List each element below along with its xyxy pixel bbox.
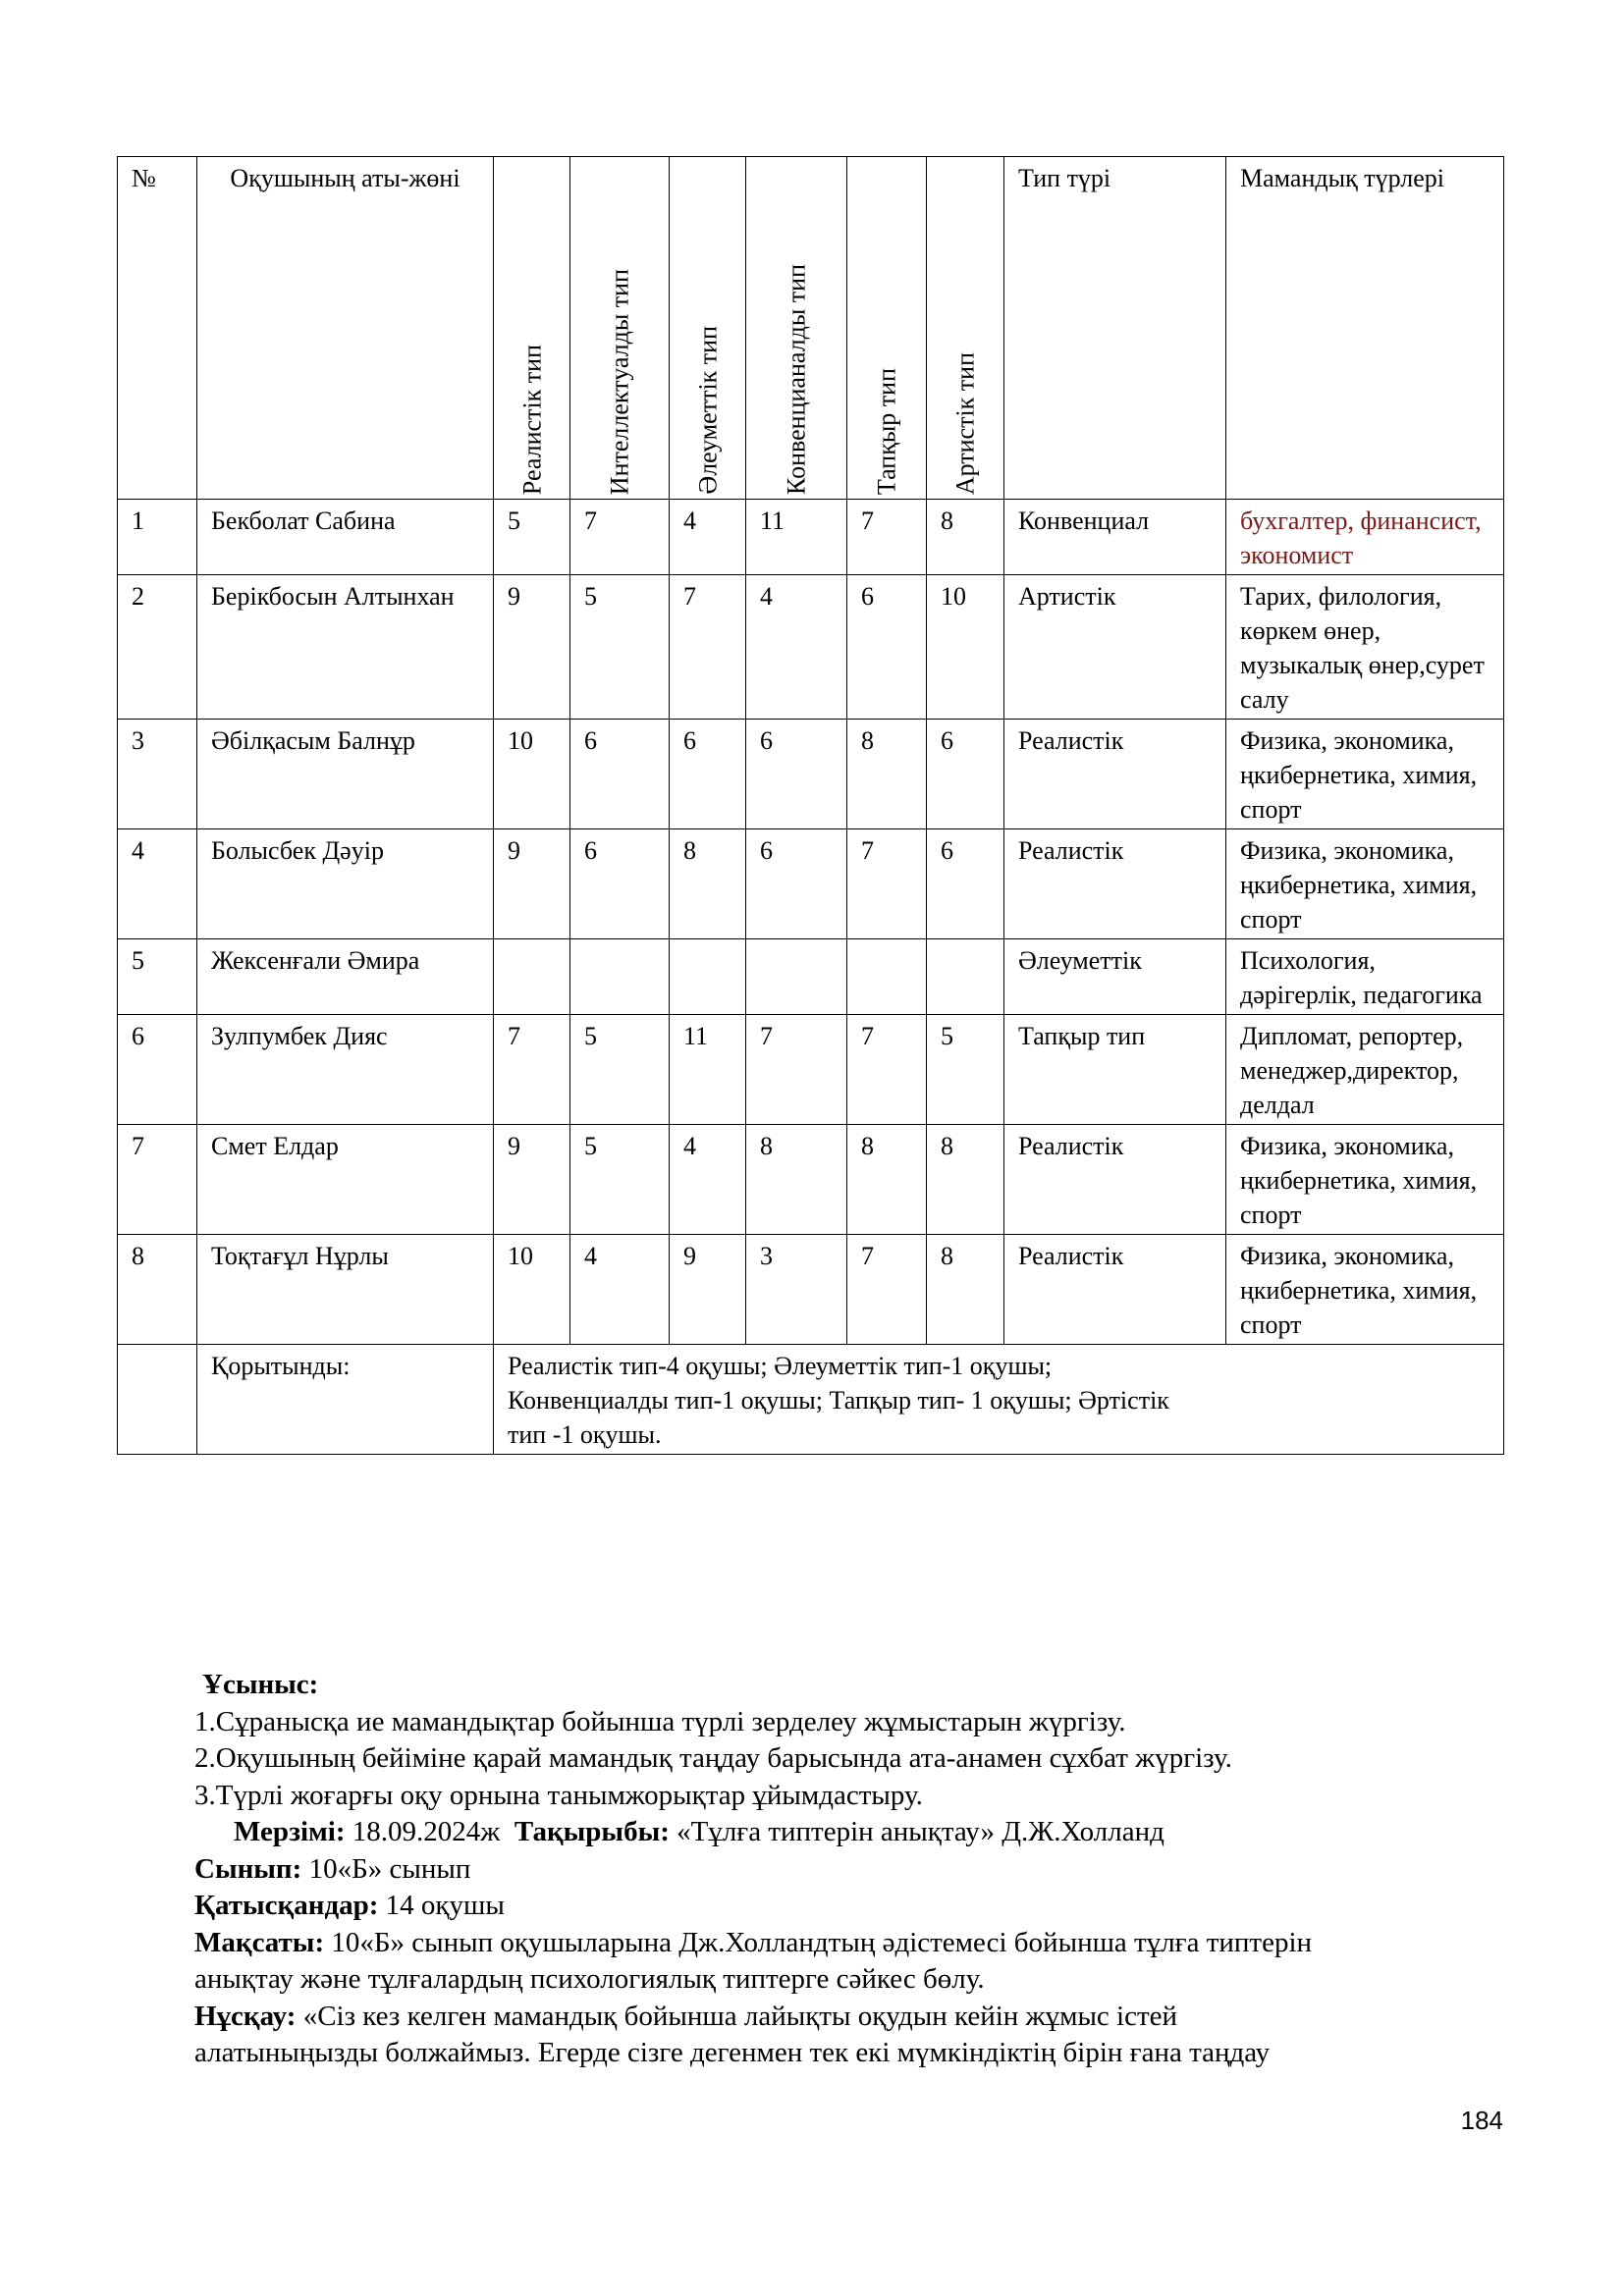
- professions-cell: бухгалтер, финансист, экономист: [1226, 500, 1504, 575]
- summary-row: [118, 1345, 1504, 1455]
- class-value: 10«Б» сынып: [308, 1852, 471, 1885]
- date-label: Мерзімі:: [234, 1816, 346, 1847]
- table-row: 3 Әбілқасым Балнұр 10 6 6 6 8 6 Реалистік Физика, экономика, ңкибернетика, химия, спорт: [118, 720, 1504, 829]
- class-line: [194, 1851, 1510, 1889]
- header-type-social: Әлеуметтік тип: [670, 157, 746, 500]
- class-label: Сынып:: [194, 1852, 302, 1885]
- header-num: №: [118, 157, 197, 500]
- goal-value: 10«Б» сынып оқушыларына Дж.Холландтың әдістемесі бойынша тұлға типтерін: [331, 1926, 1313, 1958]
- results-table: [117, 156, 1504, 1455]
- recommendation-item: 3.Түрлі жоғарғы оқу орнына танымжорықтар ұйымдастыру.: [194, 1779, 923, 1811]
- header-type-conventional: Конвенцианалды тип: [746, 157, 847, 500]
- summary-text: Реалистік тип-4 оқушы; Әлеуметтік тип-1 оқушы; Конвенциалды тип-1 оқушы; Тапқыр тип- 1 оқушы; Әртістік тип -1 оқушы.: [494, 1345, 1504, 1455]
- header-type-realistic: Реалистік тип: [494, 157, 570, 500]
- summary-label: Қорытынды:: [197, 1345, 494, 1455]
- professions-cell: Физика, экономика, ңкибернетика, химия, спорт: [1226, 1235, 1504, 1345]
- header-type-enterprising: Тапқыр тип: [847, 157, 927, 500]
- table-row: 6 Зулпумбек Дияс 7 5 11 7 7 5 Тапқыр тип Дипломат, репортер, менеджер,директор, делдал: [118, 1015, 1504, 1125]
- goal-label: Мақсаты:: [194, 1926, 325, 1958]
- topic-label: Тақырыбы:: [514, 1816, 670, 1847]
- professions-cell: Тарих, филология, көркем өнер, музыкалық өнер,сурет салу: [1226, 575, 1504, 720]
- header-type-kind: Тип түрі: [1004, 157, 1226, 500]
- professions-cell: Физика, экономика, ңкибернетика, химия, спорт: [1226, 1125, 1504, 1235]
- professions-cell: Физика, экономика, ңкибернетика, химия, спорт: [1226, 829, 1504, 939]
- table-row: 4 Болысбек Дәуір 9 6 8 6 7 6 Реалистік Физика, экономика, ңкибернетика, химия, спорт: [118, 829, 1504, 939]
- topic-value: «Тұлға типтерін анықтау» Д.Ж.Холланд: [677, 1816, 1164, 1847]
- header-professions: Мамандық түрлері: [1226, 157, 1504, 500]
- table-header-row: [118, 157, 1504, 500]
- recommendation-item: 1.Сұранысқа ие мамандықтар бойынша түрлі зерделеу жұмыстарын жүргізу.: [194, 1705, 1126, 1737]
- header-type-intellectual: Интеллектуалды тип: [570, 157, 670, 500]
- instruction-value: «Сіз кез келген мамандық бойынша лайықты оқудын кейін жұмыс істей: [302, 2000, 1178, 2032]
- participants-label: Қатысқандар:: [194, 1890, 379, 1921]
- participants-value: 14 оқушы: [385, 1890, 505, 1921]
- document-body: [194, 1667, 1510, 2072]
- goal-line-cont: анықтау және тұлғалардың психологиялық типтерге сәйкес бөлу.: [194, 1963, 985, 1995]
- table-row: 5 Жексенғали Әмира Әлеуметтік Психология, дәрігерлік, педагогика: [118, 939, 1504, 1015]
- goal-line: [194, 1925, 1510, 1962]
- header-name: Оқушының аты-жөні: [197, 157, 494, 500]
- event-date-topic-line: [234, 1814, 1510, 1851]
- table-row: 7 Смет Елдар 9 5 4 8 8 8 Реалистік Физика, экономика, ңкибернетика, химия, спорт: [118, 1125, 1504, 1235]
- professions-cell: Психология, дәрігерлік, педагогика: [1226, 939, 1504, 1015]
- header-type-artistic: Артистік тип: [927, 157, 1004, 500]
- recommendation-item: 2.Оқушының бейіміне қарай мамандық таңдау барысында ата-анамен сұхбат жүргізу.: [194, 1742, 1232, 1774]
- professions-cell: Дипломат, репортер, менеджер,директор, делдал: [1226, 1015, 1504, 1125]
- instruction-line: [194, 1999, 1510, 2036]
- table-row: 8 Тоқтағұл Нұрлы 10 4 9 3 7 8 Реалистік Физика, экономика, ңкибернетика, химия, спорт: [118, 1235, 1504, 1345]
- page-number: 184: [1460, 2106, 1503, 2135]
- participants-line: [194, 1888, 1510, 1925]
- instruction-line-cont: алатыныңызды болжаймыз. Егерде сізге дегенмен тек екі мүмкіндіктің бірін ғана таңдау: [194, 2037, 1271, 2068]
- table-row: 2 Берікбосын Алтынхан 9 5 7 4 6 10 Артистік Тарих, филология, көркем өнер, музыкалық өнер,сурет салу: [118, 575, 1504, 720]
- instruction-label: Нұсқау:: [194, 2000, 297, 2032]
- professions-cell: Физика, экономика, ңкибернетика, химия, спорт: [1226, 720, 1504, 829]
- table-row: 1 Бекболат Сабина 5 7 4 11 7 8 Конвенциал бухгалтер, финансист, экономист: [118, 500, 1504, 575]
- recommendation-heading: Ұсыныс:: [202, 1669, 319, 1700]
- date-value: 18.09.2024ж: [352, 1816, 501, 1847]
